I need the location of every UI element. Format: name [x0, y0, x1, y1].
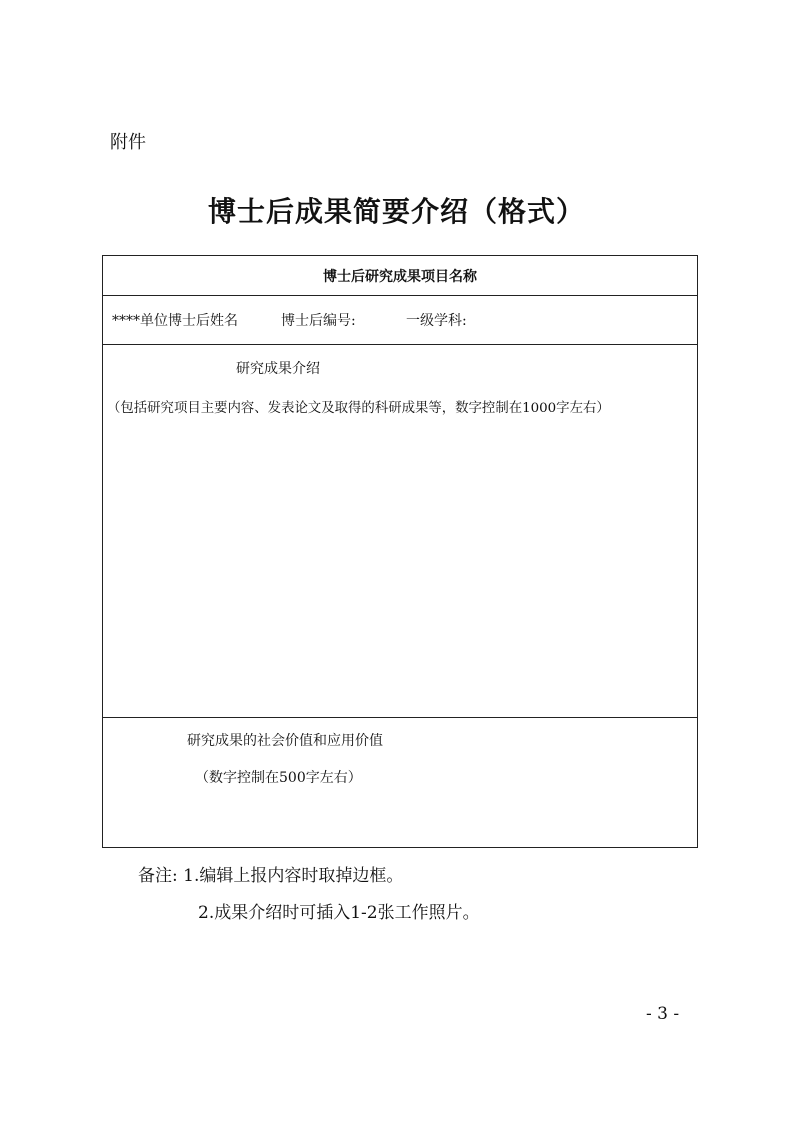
- attachment-label: 附件: [110, 132, 146, 153]
- postdoc-number-label: 博士后编号:: [281, 313, 356, 329]
- achievement-form-table: [102, 255, 698, 848]
- project-name-label: 博士后研究成果项目名称: [323, 269, 477, 285]
- discipline-label: 一级学科:: [406, 313, 467, 329]
- page-number: - 3 -: [646, 1004, 680, 1024]
- social-value-heading: 研究成果的社会价值和应用价值: [187, 733, 383, 749]
- project-name-row: [103, 256, 697, 296]
- research-intro-cell: [103, 345, 697, 718]
- unit-postdoc-name-label: ****单位博士后姓名: [112, 313, 238, 329]
- research-intro-heading: 研究成果介绍: [236, 361, 320, 377]
- remark-line-1: 备注: 1.编辑上报内容时取掉边框。: [138, 866, 404, 886]
- remarks: [138, 858, 480, 932]
- research-intro-instructions: （包括研究项目主要内容、发表论文及取得的科研成果等，数字控制在1000字左右）: [107, 401, 610, 416]
- postdoc-info-row: [103, 296, 697, 345]
- social-value-instructions: （数字控制在500字左右）: [195, 770, 362, 786]
- document-title: 博士后成果简要介绍（格式）: [207, 195, 585, 228]
- remark-line-2: 2.成果介绍时可插入1-2张工作照片。: [198, 903, 480, 923]
- social-value-cell: [103, 718, 697, 847]
